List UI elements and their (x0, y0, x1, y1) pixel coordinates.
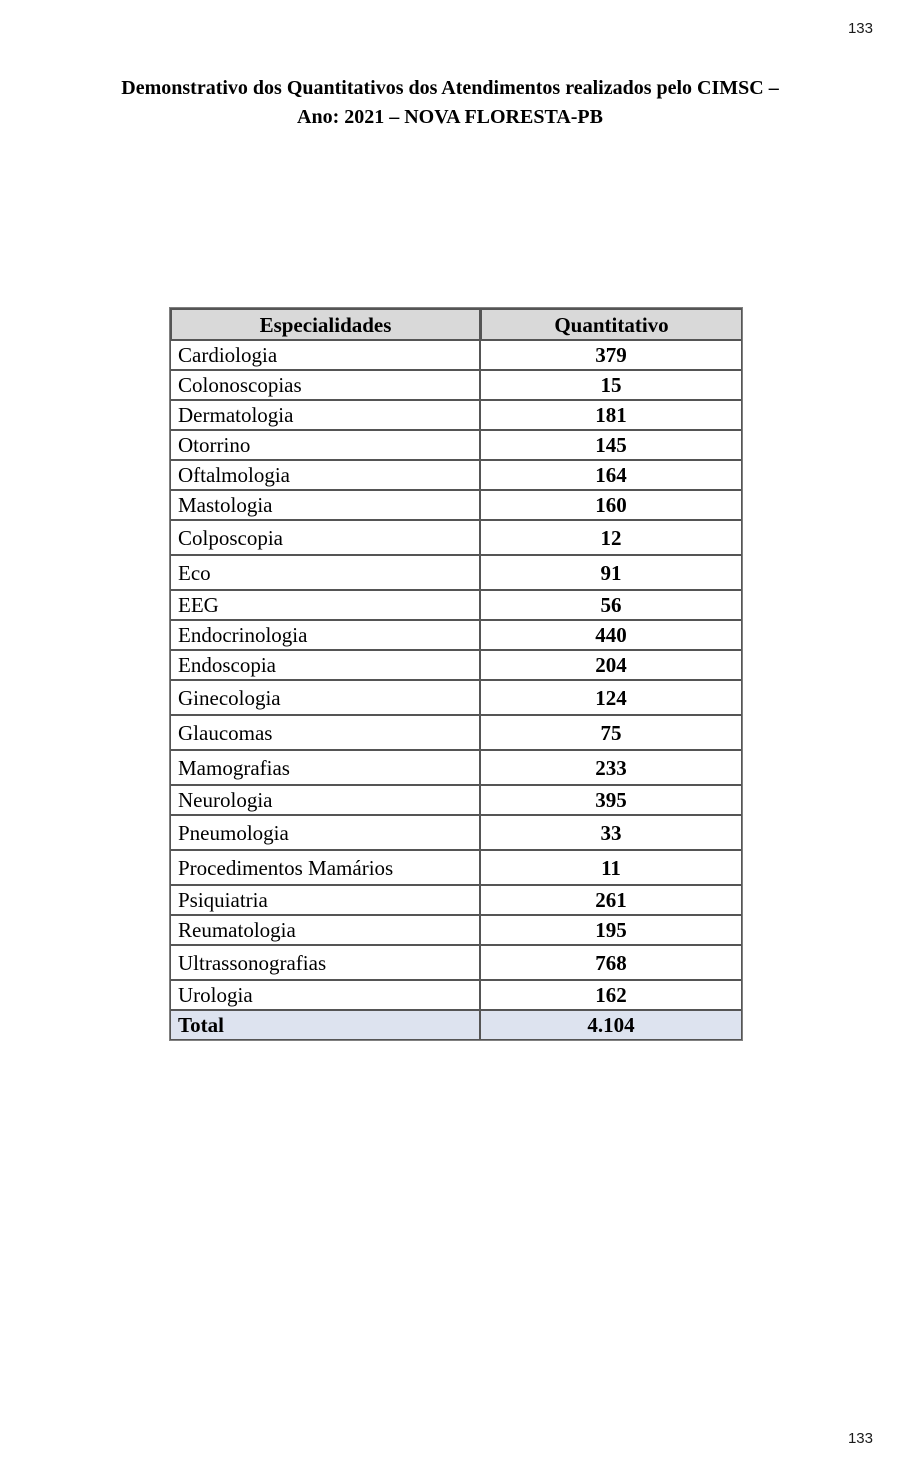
table-header-row (170, 308, 742, 340)
specialty-cell: Urologia (170, 980, 480, 1010)
quantity-cell: 204 (480, 650, 742, 680)
specialty-cell: Otorrino (170, 430, 480, 460)
quantity-cell: 395 (480, 785, 742, 815)
specialty-cell: Mastologia (170, 490, 480, 520)
specialty-cell: Cardiologia (170, 340, 480, 370)
table-row (170, 680, 742, 715)
quantity-cell: 233 (480, 750, 742, 785)
total-quantity: 4.104 (480, 1010, 742, 1040)
page-number-top: 133 (847, 20, 873, 37)
document-title-line-1: Demonstrativo dos Quantitativos dos Atendimentos realizados pelo CIMSC – (121, 77, 779, 99)
table-row (170, 850, 742, 885)
quantity-cell: 91 (480, 555, 742, 590)
total-row (170, 1010, 742, 1040)
table-row (170, 340, 742, 370)
table-row (170, 430, 742, 460)
specialty-cell: Endocrinologia (170, 620, 480, 650)
header-quantity: Quantitativo (480, 308, 742, 340)
attendance-table-container (169, 307, 741, 1041)
quantity-cell: 160 (480, 490, 742, 520)
quantity-cell: 195 (480, 915, 742, 945)
table-row (170, 400, 742, 430)
quantity-cell: 768 (480, 945, 742, 980)
table-row (170, 815, 742, 850)
specialty-cell: Oftalmologia (170, 460, 480, 490)
specialty-cell: Glaucomas (170, 715, 480, 750)
quantity-cell: 181 (480, 400, 742, 430)
quantity-cell: 440 (480, 620, 742, 650)
specialty-cell: Reumatologia (170, 915, 480, 945)
table-row (170, 590, 742, 620)
table-row (170, 650, 742, 680)
quantity-cell: 379 (480, 340, 742, 370)
specialty-cell: Mamografias (170, 750, 480, 785)
quantity-cell: 164 (480, 460, 742, 490)
table-row (170, 945, 742, 980)
specialty-cell: EEG (170, 590, 480, 620)
table-row (170, 520, 742, 555)
table-row (170, 715, 742, 750)
table-row (170, 885, 742, 915)
specialty-cell: Endoscopia (170, 650, 480, 680)
table-row (170, 620, 742, 650)
total-label: Total (170, 1010, 480, 1040)
header-specialties: Especialidades (170, 308, 480, 340)
document-title (60, 74, 840, 132)
table-row (170, 460, 742, 490)
table-row (170, 370, 742, 400)
quantity-cell: 261 (480, 885, 742, 915)
quantity-cell: 12 (480, 520, 742, 555)
quantity-cell: 124 (480, 680, 742, 715)
table-row (170, 750, 742, 785)
attendance-table (169, 307, 743, 1041)
specialty-cell: Procedimentos Mamários (170, 850, 480, 885)
specialty-cell: Eco (170, 555, 480, 590)
quantity-cell: 11 (480, 850, 742, 885)
table-row (170, 980, 742, 1010)
table-row (170, 490, 742, 520)
specialty-cell: Colposcopia (170, 520, 480, 555)
quantity-cell: 145 (480, 430, 742, 460)
quantity-cell: 162 (480, 980, 742, 1010)
specialty-cell: Ginecologia (170, 680, 480, 715)
specialty-cell: Ultrassonografias (170, 945, 480, 980)
specialty-cell: Dermatologia (170, 400, 480, 430)
table-row (170, 915, 742, 945)
specialty-cell: Colonoscopias (170, 370, 480, 400)
specialty-cell: Neurologia (170, 785, 480, 815)
specialty-cell: Pneumologia (170, 815, 480, 850)
page-number-bottom: 133 (847, 1430, 873, 1447)
document-title-line-2: Ano: 2021 – NOVA FLORESTA-PB (297, 106, 603, 128)
table-row (170, 555, 742, 590)
quantity-cell: 15 (480, 370, 742, 400)
table-row (170, 785, 742, 815)
specialty-cell: Psiquiatria (170, 885, 480, 915)
quantity-cell: 75 (480, 715, 742, 750)
quantity-cell: 33 (480, 815, 742, 850)
quantity-cell: 56 (480, 590, 742, 620)
